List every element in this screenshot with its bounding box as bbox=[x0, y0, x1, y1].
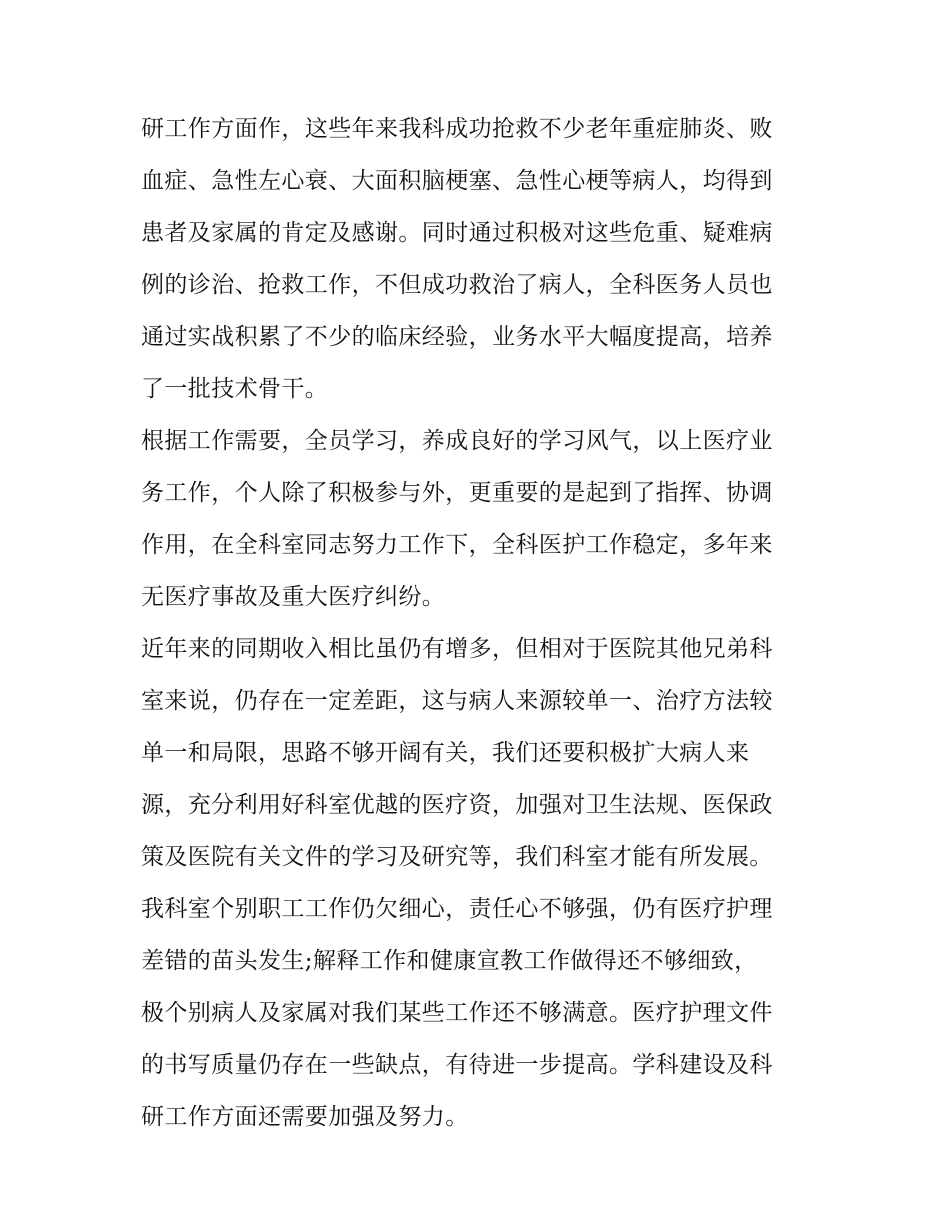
text-line: 研工作方面作，这些年来我科成功抢救不少老年重症肺炎、败 bbox=[141, 116, 773, 142]
text-line: 近年来的同期收入相比虽仍有增多，但相对于医院其他兄弟科 bbox=[141, 636, 773, 662]
text-line: 单一和局限，思路不够开阔有关，我们还要积极扩大病人来 bbox=[141, 740, 750, 766]
text-line: 作用，在全科室同志努力工作下，全科医护工作稳定，多年来 bbox=[141, 532, 773, 558]
text-line: 室来说，仍存在一定差距，这与病人来源较单一、治疗方法较 bbox=[141, 688, 773, 714]
text-line: 源，充分利用好科室优越的医疗资，加强对卫生法规、医保政 bbox=[141, 792, 773, 818]
text-line: 极个别病人及家属对我们某些工作还不够满意。医疗护理文件 bbox=[141, 1000, 773, 1026]
text-line: 务工作，个人除了积极参与外，更重要的是起到了指挥、协调 bbox=[141, 480, 773, 506]
text-line: 根据工作需要，全员学习，养成良好的学习风气，以上医疗业 bbox=[141, 428, 773, 454]
text-line: 研工作方面还需要加强及努力。 bbox=[141, 1104, 469, 1130]
text-line: 了一批技术骨干。 bbox=[141, 376, 329, 402]
text-line: 差错的苗头发生;解释工作和健康宣教工作做得还不够细致， bbox=[141, 948, 758, 974]
text-line: 例的诊治、抢救工作，不但成功救治了病人，全科医务人员也 bbox=[141, 272, 773, 298]
text-line: 血症、急性左心衰、大面积脑梗塞、急性心梗等病人，均得到 bbox=[141, 168, 773, 194]
text-line: 的书写质量仍存在一些缺点，有待进一步提高。学科建设及科 bbox=[141, 1052, 773, 1078]
text-line: 我科室个别职工工作仍欠细心，责任心不够强，仍有医疗护理 bbox=[141, 896, 773, 922]
text-line: 患者及家属的肯定及感谢。同时通过积极对这些危重、疑难病 bbox=[141, 220, 773, 246]
text-line: 通过实战积累了不少的临床经验，业务水平大幅度提高，培养 bbox=[141, 324, 773, 350]
text-line: 策及医院有关文件的学习及研究等，我们科室才能有所发展。 bbox=[141, 844, 773, 870]
text-line: 无医疗事故及重大医疗纠纷。 bbox=[141, 584, 446, 610]
